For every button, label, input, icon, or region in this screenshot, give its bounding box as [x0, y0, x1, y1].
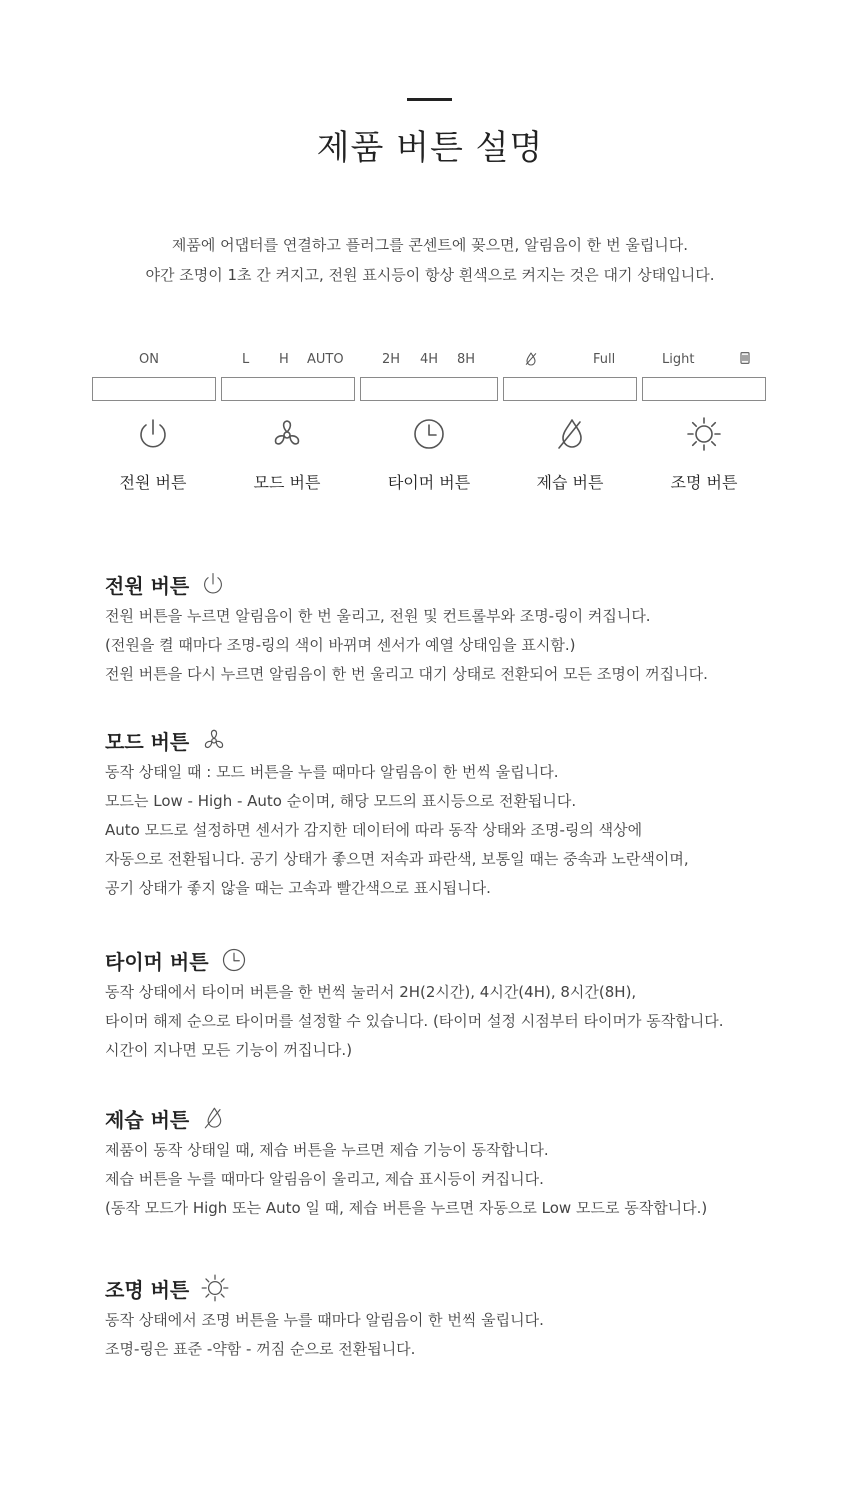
intro-line: 제품에 어댑터를 연결하고 플러그를 콘센트에 꽂으면, 알림음이 한 번 울립니다.: [171, 236, 689, 254]
power-icon: [133, 414, 173, 454]
sun-icon: [199, 1272, 231, 1304]
section-line: 시간이 지나면 모든 기능이 꺼집니다.): [105, 1041, 353, 1059]
section-line: 자동으로 전환됩니다. 공기 상태가 좋으면 저속과 파란색, 보통일 때는 중속과 노란색이며,: [105, 850, 689, 868]
power-section: [105, 568, 805, 689]
section-line: 전원 버튼을 누르면 알림음이 한 번 울리고, 전원 및 컨트롤부와 조명-링이 켜집니다.: [105, 607, 651, 625]
panel-label-full: Full: [593, 352, 616, 367]
power-section-title: 전원 버튼: [105, 573, 190, 598]
timer-section-title: 타이머 버튼: [105, 949, 209, 974]
page-title: 제품 버튼 설명: [316, 128, 544, 168]
panel-label-8h: 8H: [457, 352, 476, 367]
panel-label-light: Light: [662, 352, 695, 367]
dehumid-section-title: 제습 버튼: [105, 1107, 190, 1132]
section-line: 전원 버튼을 다시 누르면 알림음이 한 번 울리고 대기 상태로 전환되어 모든 조명이 꺼집니다.: [105, 665, 708, 683]
timer-button-label: 타이머 버튼: [387, 473, 471, 492]
section-line: (동작 모드가 High 또는 Auto 일 때, 제습 버튼을 누르면 자동으로 Low 모드로 동작합니다.): [105, 1199, 708, 1217]
section-line: 제품이 동작 상태일 때, 제습 버튼을 누르면 제습 기능이 동작합니다.: [105, 1141, 549, 1159]
section-line: 동작 상태에서 타이머 버튼을 한 번씩 눌러서 2H(2시간), 4시간(4H), 8시간(8H),: [105, 983, 637, 1001]
droplet-icon: [199, 1104, 227, 1132]
panel-label-2h: 2H: [382, 352, 401, 367]
panel-label-4h: 4H: [420, 352, 439, 367]
mode-section: [105, 724, 805, 903]
power-section-heading: [105, 568, 805, 600]
section-line: 타이머 해제 순으로 타이머를 설정할 수 있습니다. (타이머 설정 시점부터 타이머가 동작합니다.: [105, 1012, 724, 1030]
panel-tank-icon: [737, 350, 753, 366]
power-icon: [199, 570, 227, 598]
section-line: Auto 모드로 설정하면 센서가 감지한 데이터에 따라 동작 상태와 조명-링의 색상에: [105, 821, 643, 839]
mode-section-title: 모드 버튼: [105, 729, 190, 754]
panel-label-high: H: [279, 352, 289, 367]
dehumid-panel-box: [503, 377, 637, 401]
timer-section-heading: [105, 944, 805, 976]
section-line: 조명-링은 표준 -약함 - 꺼짐 순으로 전환됩니다.: [105, 1340, 416, 1358]
droplet-icon: [550, 414, 590, 454]
clock-icon: [219, 945, 249, 975]
fan-icon: [267, 414, 307, 454]
section-line: 모드는 Low - High - Auto 순이며, 해당 모드의 표시등으로 전환됩니다.: [105, 792, 577, 810]
clock-icon: [409, 414, 449, 454]
timer-section: [105, 944, 805, 1065]
section-line: 동작 상태에서 조명 버튼을 누를 때마다 알림음이 한 번씩 울립니다.: [105, 1311, 544, 1329]
mode-panel-box: [221, 377, 355, 401]
light-panel-box: [642, 377, 766, 401]
intro-text: [0, 230, 860, 290]
mode-section-heading: [105, 724, 805, 756]
sun-icon: [684, 414, 724, 454]
dehumid-section-heading: [105, 1102, 805, 1134]
dehumid-button-label: 제습 버튼: [536, 473, 604, 492]
section-line: 동작 상태일 때 : 모드 버튼을 누를 때마다 알림음이 한 번씩 울립니다.: [105, 763, 559, 781]
power-panel-box: [92, 377, 216, 401]
section-line: 공기 상태가 좋지 않을 때는 고속과 빨간색으로 표시됩니다.: [105, 879, 491, 897]
light-section-heading: [105, 1272, 805, 1304]
section-line: 제습 버튼을 누를 때마다 알림음이 울리고, 제습 표시등이 켜집니다.: [105, 1170, 544, 1188]
section-line: (전원을 켤 때마다 조명-링의 색이 바뀌며 센서가 예열 상태임을 표시함.): [105, 636, 576, 654]
fan-icon: [199, 725, 229, 755]
light-button-label: 조명 버튼: [670, 473, 738, 492]
timer-panel-box: [360, 377, 498, 401]
panel-label-on: ON: [139, 352, 159, 367]
intro-line: 야간 조명이 1초 간 켜지고, 전원 표시등이 항상 흰색으로 켜지는 것은 대기 상태입니다.: [145, 266, 715, 284]
title-rule: [407, 98, 452, 101]
light-section: [105, 1272, 805, 1364]
panel-droplet-icon: [523, 351, 539, 367]
power-button-label: 전원 버튼: [119, 473, 187, 492]
panel-label-auto: AUTO: [307, 352, 344, 367]
light-section-title: 조명 버튼: [105, 1277, 190, 1302]
mode-button-label: 모드 버튼: [253, 473, 321, 492]
dehumid-section: [105, 1102, 805, 1223]
panel-label-low: L: [242, 352, 250, 367]
